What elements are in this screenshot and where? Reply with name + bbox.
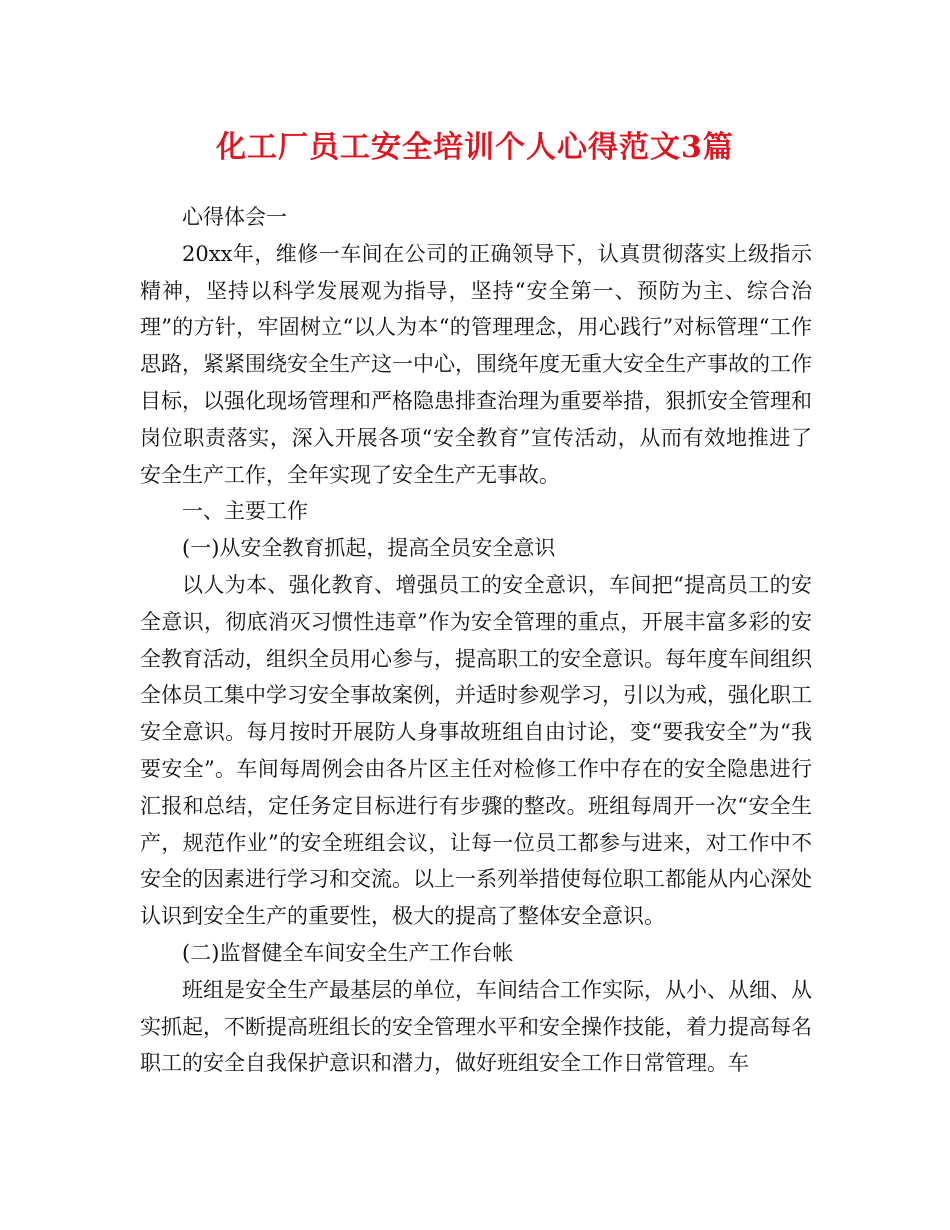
body-paragraph: 20xx年，维修一车间在公司的正确领导下，认真贯彻落实上级指示精神，坚持以科学发展观为指导，坚持“安全第一、预防为主、综合治理”的方针，牢固树立“以人为本“的管理理念，用心践行”对标管理“工作思路，紧紧围绕安全生产这一中心，围绕年度无重大安全生产事故的工作目标，以强化现场管理和严格隐患排查治理为重要举措，狠抓安全管理和岗位职责落实，深入开展各项“安全教育”宣传活动，从而有效地推进了安全生产工作，全年实现了安全生产无事故。 (140, 241, 812, 487)
body-paragraph: 班组是安全生产最基层的单位，车间结合工作实际，从小、从细、从实抓起，不断提高班组长的安全管理水平和安全操作技能，着力提高每名职工的安全自我保护意识和潜力，做好班组安全工作日常管理。车 (140, 977, 812, 1076)
subsection-heading-safety-ledger: (二)监督健全车间安全生产工作台帐 (182, 940, 514, 965)
section-heading-experience-one: 心得体会一 (182, 205, 287, 229)
document-title: 化工厂员工安全培训个人心得范文3篇 (216, 130, 734, 165)
document-body (140, 199, 812, 1082)
body-paragraph: 以人为本、强化教育、增强员工的安全意识，车间把“提高员工的安全意识，彻底消灭习惯性违章”作为安全管理的重点，开展丰富多彩的安全教育活动，组织全员用心参与，提高职工的安全意识。每年度车间组织全体员工集中学习安全事故案例，并适时参观学习，引以为戒，强化职工安全意识。每月按时开展防人身事故班组自由讨论，变“要我安全”为“我要安全”。车间每周例会由各片区主任对检修工作中存在的安全隐患进行汇报和总结，定任务定目标进行有步骤的整改。班组每周开一次“安全生产，规范作业”的安全班组会议，让每一位员工都参与进来，对工作中不安全的因素进行学习和交流。以上一系列举措使每位职工都能从内心深处认识到安全生产的重要性，极大的提高了整体安全意识。 (140, 572, 812, 929)
subsection-heading-safety-education: (一)从安全教育抓起，提高全员安全意识 (182, 536, 556, 561)
section-heading-main-work: 一、主要工作 (182, 499, 308, 524)
